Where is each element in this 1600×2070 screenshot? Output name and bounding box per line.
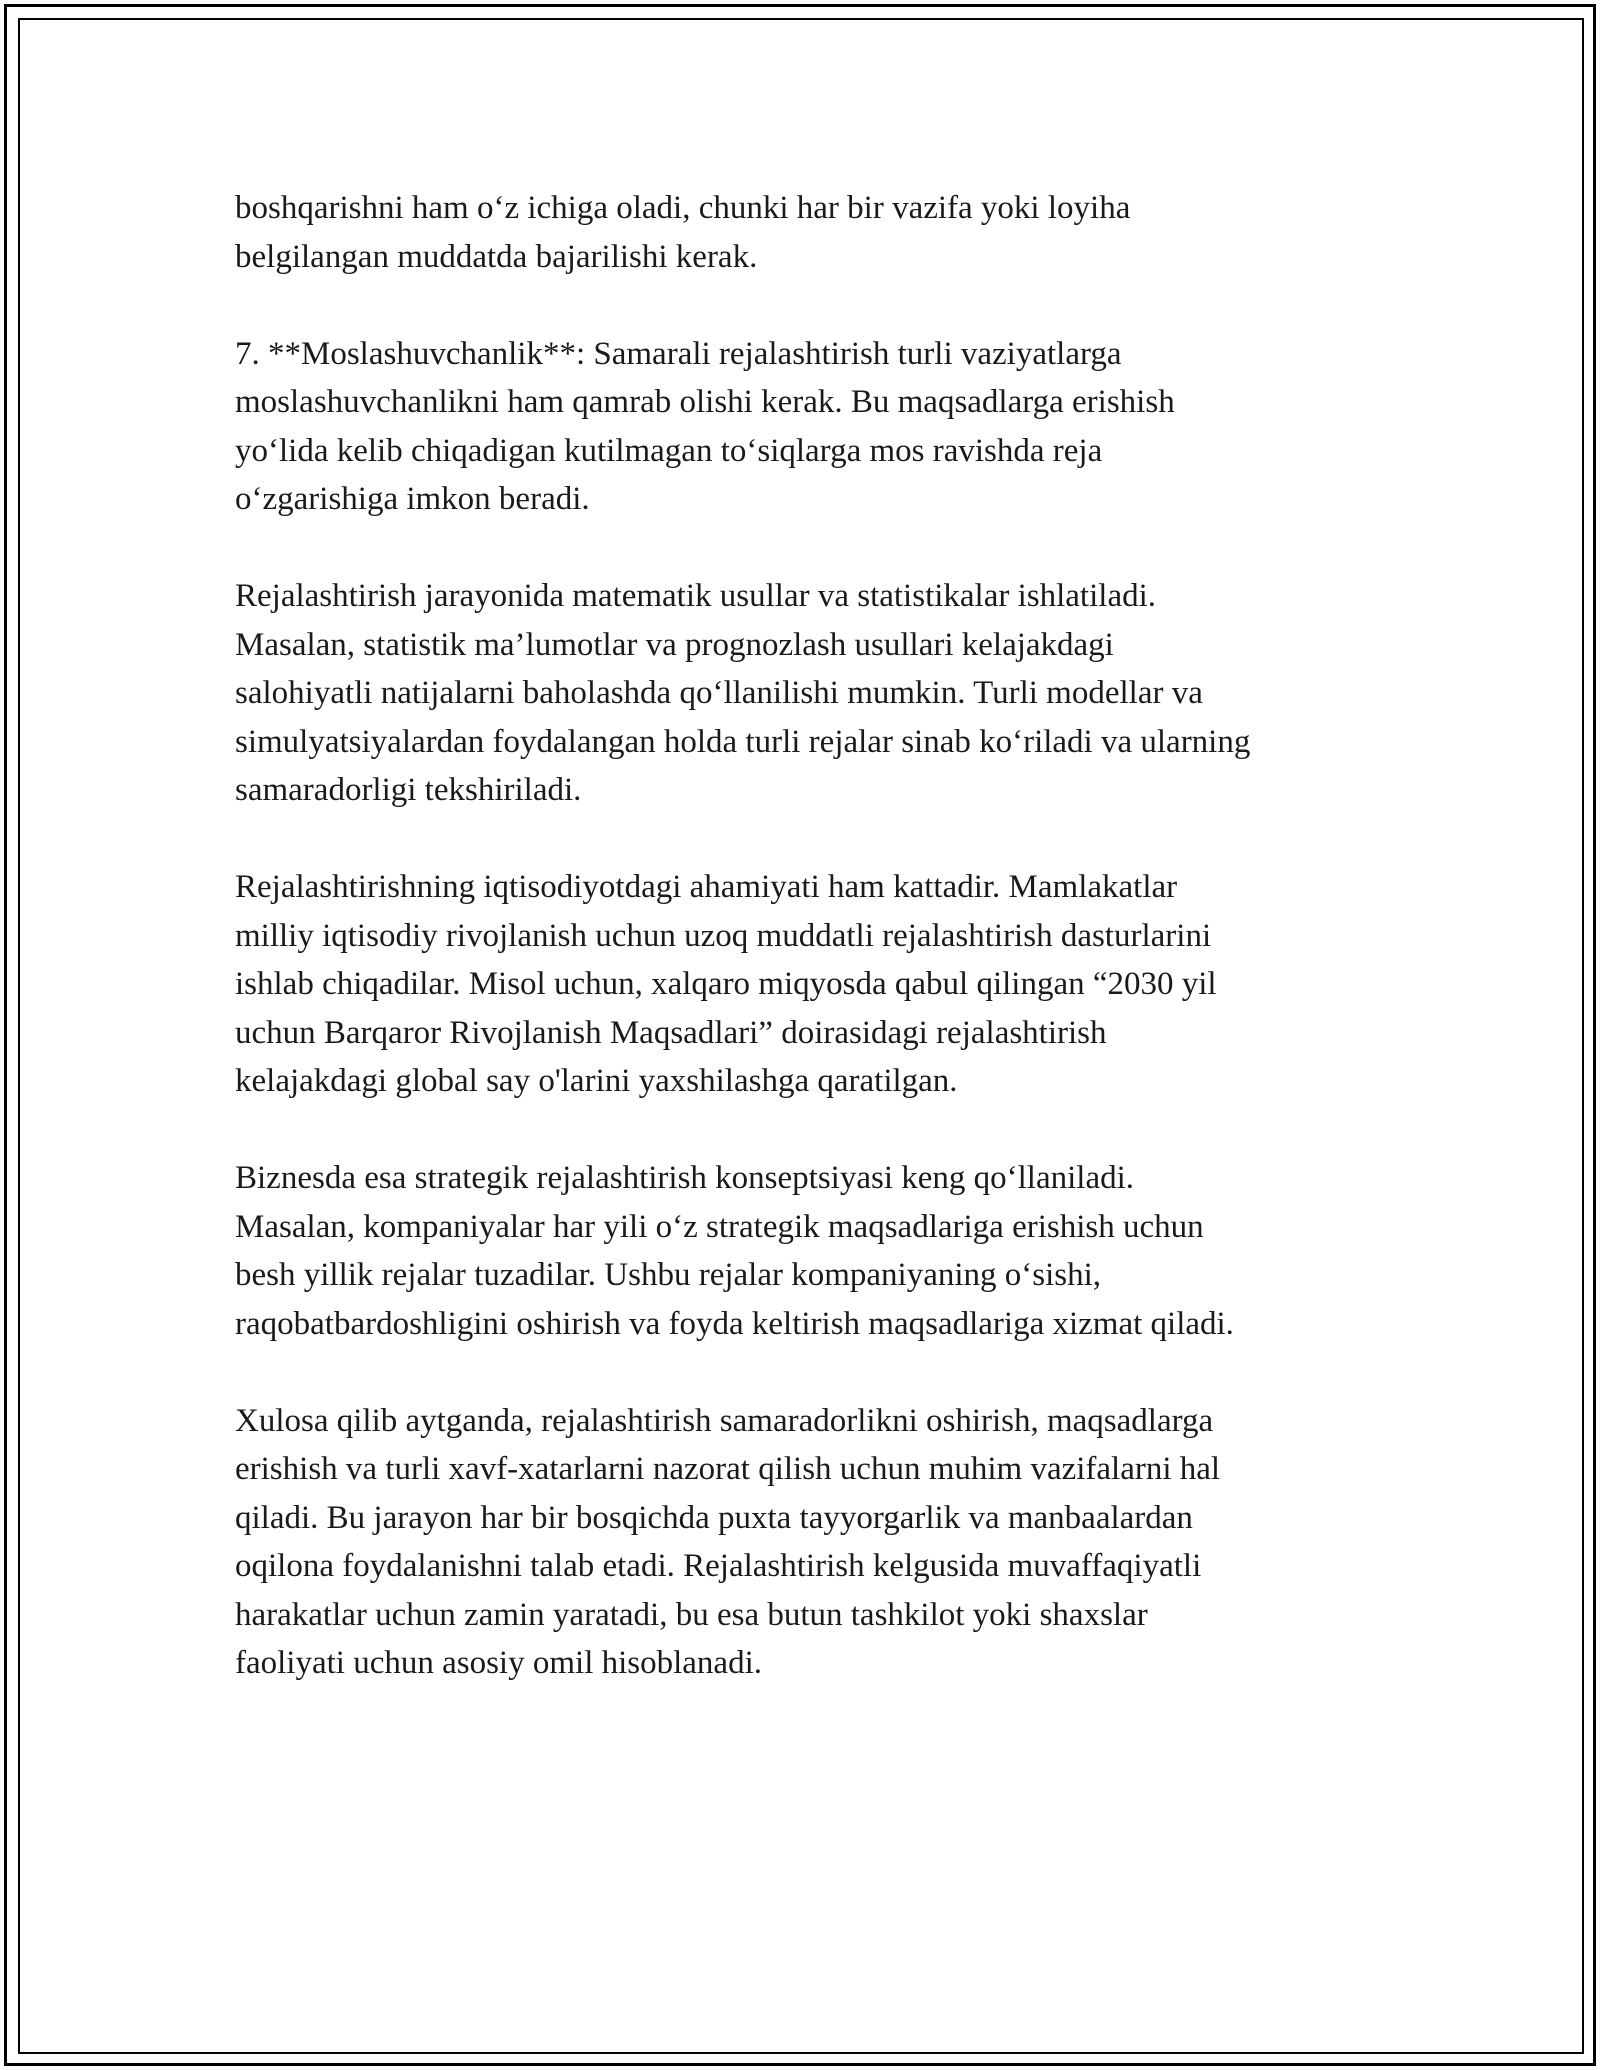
text-line: kelajakdagi global say o'larini yaxshilashga qaratilgan. <box>235 1063 958 1099</box>
text-line: faoliyati uchun asosiy omil hisoblanadi. <box>235 1645 763 1681</box>
text-line: qiladi. Bu jarayon har bir bosqichda puxta tayyorgarlik va manbaalardan <box>235 1499 1193 1536</box>
text-line: Masalan, kompaniyalar har yili o‘z strategik maqsadlariga erishish uchun <box>235 1208 1204 1245</box>
text-line: Xulosa qilib aytganda, rejalashtirish samaradorlikni oshirish, maqsadlarga <box>235 1402 1214 1439</box>
paragraph <box>235 1154 1395 1348</box>
text-line: samaradorligi tekshiriladi. <box>235 772 582 808</box>
paragraph <box>235 330 1395 524</box>
text-line: oqilona foydalanishni talab etadi. Rejalashtirish kelgusida muvaffaqiyatli <box>235 1548 1202 1584</box>
text-line: Masalan, statistik ma’lumotlar va prognozlash usullari kelajakdagi <box>235 626 1114 663</box>
text-line: Biznesda esa strategik rejalashtirish konseptsiyasi keng qo‘llaniladi. <box>235 1160 1135 1196</box>
text-line: boshqarishni ham o‘z ichiga oladi, chunki har bir vazifa yoki loyiha <box>235 190 1131 226</box>
text-line: milliy iqtisodiy rivojlanish uchun uzoq muddatli rejalashtirish dasturlarini <box>235 917 1212 954</box>
text-line: 7. **Moslashuvchanlik**: Samarali rejalashtirish turli vaziyatlarga <box>235 335 1122 372</box>
text-line: yo‘lida kelib chiqadigan kutilmagan to‘siqlarga mos ravishda reja <box>235 432 1103 469</box>
document-body <box>235 184 1395 1688</box>
text-line: harakatlar uchun zamin yaratadi, bu esa butun tashkilot yoki shaxslar <box>235 1596 1148 1633</box>
text-line: ishlab chiqadilar. Misol uchun, xalqaro miqyosda qabul qilingan “2030 yil <box>235 966 1217 1002</box>
text-line: Rejalashtirish jarayonida matematik usullar va statistikalar ishlatiladi. <box>235 578 1157 614</box>
text-line: moslashuvchanlikni ham qamrab olishi kerak. Bu maqsadlarga erishish <box>235 384 1175 420</box>
paragraph <box>235 184 1395 281</box>
text-line: besh yillik rejalar tuzadilar. Ushbu rejalar kompaniyaning o‘sishi, <box>235 1257 1102 1293</box>
text-line: belgilangan muddatda bajarilishi kerak. <box>235 238 758 275</box>
paragraph <box>235 572 1395 815</box>
text-line: uchun Barqaror Rivojlanish Maqsadlari” doirasidagi rejalashtirish <box>235 1014 1107 1051</box>
text-line: raqobatbardoshligini oshirish va foyda keltirish maqsadlariga xizmat qiladi. <box>235 1305 1234 1342</box>
paragraph <box>235 863 1395 1106</box>
text-line: Rejalashtirishning iqtisodiyotdagi ahamiyati ham kattadir. Mamlakatlar <box>235 869 1178 905</box>
text-line: erishish va turli xavf-xatarlarni nazorat qilish uchun muhim vazifalarni hal <box>235 1451 1221 1487</box>
text-line: simulyatsiyalardan foydalangan holda turli rejalar sinab ko‘riladi va ularning <box>235 723 1251 760</box>
text-line: o‘zgarishiga imkon beradi. <box>235 481 590 517</box>
paragraph <box>235 1397 1395 1688</box>
text-line: salohiyatli natijalarni baholashda qo‘llanilishi mumkin. Turli modellar va <box>235 675 1203 711</box>
